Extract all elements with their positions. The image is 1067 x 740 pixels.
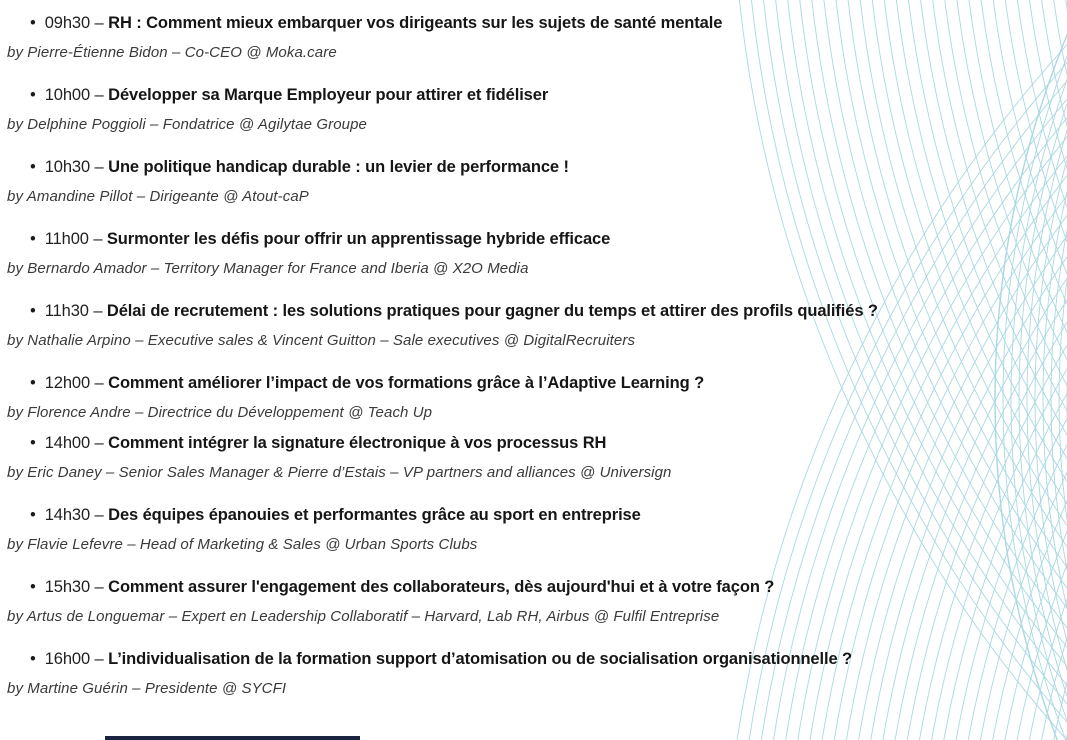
session-title: Développer sa Marque Employeur pour attirer et fidéliser	[108, 86, 549, 104]
session-title: L’individualisation de la formation support d’atomisation ou de socialisation organisationnelle ?	[108, 650, 853, 668]
time-title-separator: –	[90, 578, 109, 596]
session-speaker: by Delphine Poggioli – Fondatrice @ Agilytae Groupe	[7, 116, 367, 133]
session-title: Comment assurer l'engagement des collaborateurs, dès aujourd'hui et à votre façon ?	[108, 578, 775, 596]
session-speaker: by Nathalie Arpino – Executive sales & Vincent Guitton – Sale executives @ DigitalRecruiters	[7, 332, 636, 349]
session-time: 10h00	[44, 86, 91, 104]
session-title-line	[7, 156, 1067, 178]
bullet-icon: •	[30, 86, 36, 104]
agenda-item	[7, 12, 1067, 63]
agenda-item	[7, 504, 1067, 555]
bottom-bar-decoration	[105, 736, 360, 740]
session-time: 16h00	[44, 650, 91, 668]
bullet-icon: •	[30, 302, 36, 320]
session-title: Des équipes épanouies et performantes grâce au sport en entreprise	[108, 506, 641, 524]
agenda-item	[7, 84, 1067, 135]
agenda-item	[7, 228, 1067, 279]
agenda-item	[7, 432, 1067, 483]
session-title-line	[7, 12, 1067, 34]
bullet-icon: •	[30, 374, 36, 392]
session-title-line	[7, 84, 1067, 106]
time-title-separator: –	[88, 302, 107, 320]
session-title-line	[7, 300, 1067, 322]
bullet-icon: •	[30, 434, 36, 452]
agenda-item	[7, 372, 1067, 423]
session-title-line	[7, 372, 1067, 394]
session-speaker: by Martine Guérin – Presidente @ SYCFI	[7, 680, 287, 697]
bullet-icon: •	[30, 650, 36, 668]
bullet-icon: •	[30, 230, 36, 248]
session-title-line	[7, 648, 1067, 670]
agenda-item	[7, 156, 1067, 207]
session-title: Comment intégrer la signature électronique à vos processus RH	[108, 434, 607, 452]
session-speaker: by Flavie Lefevre – Head of Marketing & Sales @ Urban Sports Clubs	[7, 536, 478, 553]
session-time: 11h30	[44, 302, 89, 320]
session-time: 10h30	[44, 158, 91, 176]
session-title: Une politique handicap durable : un levier de performance !	[108, 158, 569, 176]
session-speaker: by Florence Andre – Directrice du Développement @ Teach Up	[7, 404, 433, 421]
session-title-line	[7, 504, 1067, 526]
session-speaker: by Pierre-Étienne Bidon – Co-CEO @ Moka.care	[7, 44, 337, 61]
agenda-item	[7, 648, 1067, 699]
session-time: 14h00	[44, 434, 91, 452]
time-title-separator: –	[90, 86, 109, 104]
bullet-icon: •	[30, 158, 36, 176]
session-title: Délai de recrutement : les solutions pratiques pour gagner du temps et attirer des profils qualifiés ?	[106, 302, 878, 320]
session-time: 09h30	[44, 14, 91, 32]
time-title-separator: –	[90, 14, 109, 32]
time-title-separator: –	[90, 650, 109, 668]
session-speaker: by Amandine Pillot – Dirigeante @ Atout-caP	[7, 188, 309, 205]
bullet-icon: •	[30, 14, 36, 32]
session-speaker: by Eric Daney – Senior Sales Manager & Pierre d’Estais – VP partners and alliances @ Universign	[7, 464, 672, 481]
session-title: Comment améliorer l’impact de vos formations grâce à l’Adaptive Learning ?	[108, 374, 705, 392]
time-title-separator: –	[90, 374, 109, 392]
session-title-line	[7, 228, 1067, 250]
session-title: RH : Comment mieux embarquer vos dirigeants sur les sujets de santé mentale	[108, 14, 723, 32]
session-time: 14h30	[44, 506, 91, 524]
time-title-separator: –	[90, 158, 109, 176]
session-title: Surmonter les défis pour offrir un apprentissage hybride efficace	[106, 230, 611, 248]
time-title-separator: –	[90, 506, 109, 524]
session-time: 15h30	[44, 578, 91, 596]
time-title-separator: –	[90, 434, 109, 452]
bullet-icon: •	[30, 578, 36, 596]
session-time: 12h00	[44, 374, 91, 392]
session-title-line	[7, 432, 1067, 454]
session-speaker: by Artus de Longuemar – Expert en Leadership Collaboratif – Harvard, Lab RH, Airbus @ Fulfil Entreprise	[7, 608, 720, 625]
bullet-icon: •	[30, 506, 36, 524]
session-title-line	[7, 576, 1067, 598]
time-title-separator: –	[88, 230, 107, 248]
session-time: 11h00	[44, 230, 89, 248]
agenda-item	[7, 300, 1067, 351]
session-speaker: by Bernardo Amador – Territory Manager for France and Iberia @ X2O Media	[7, 260, 529, 277]
agenda-item	[7, 576, 1067, 627]
